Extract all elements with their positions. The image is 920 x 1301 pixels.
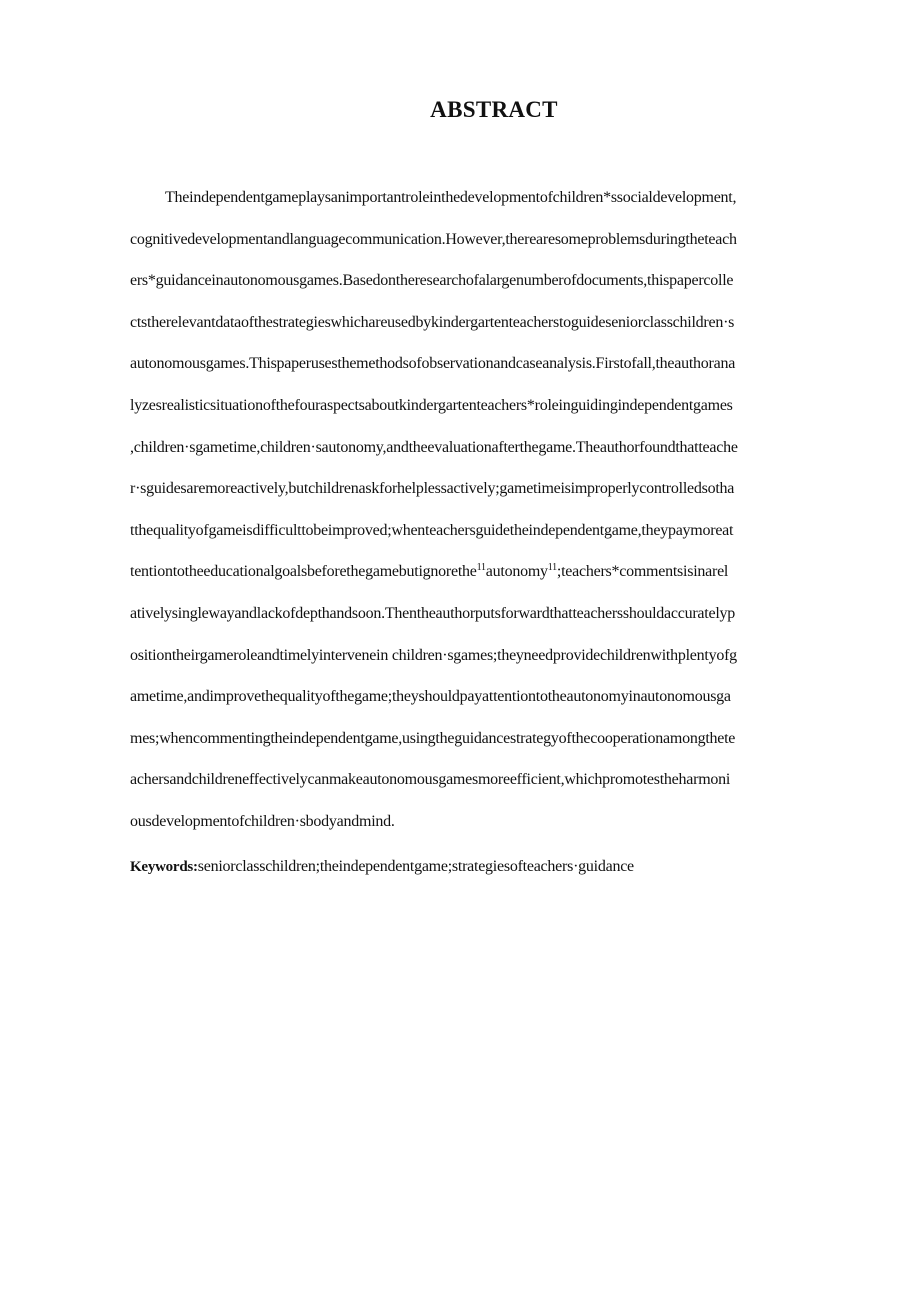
abstract-line: Theindependentgameplaysanimportantroleinthedevelopmentofchildren*ssocialdevelopment, <box>165 189 737 206</box>
superscript-note: 11 <box>476 562 486 574</box>
abstract-body <box>130 186 862 852</box>
abstract-line: ctstherelevantdataofthestrategieswhichareusedbykindergartenteacherstoguideseniorclasschildren·s <box>130 313 735 331</box>
abstract-line: cognitivedevelopmentandlanguagecommunication.However,therearesomeproblemsduringtheteach <box>130 230 737 248</box>
abstract-line: mes;whencommentingtheindependentgame,usingtheguidancestrategyofthecooperationamongthete <box>130 729 736 747</box>
abstract-line: ositiontheirgameroleandtimelyintervenein children·sgames;theyneedprovidechildrenwithplentyofg <box>130 646 737 664</box>
keywords-line <box>130 855 862 879</box>
superscript-note: 11 <box>547 562 557 574</box>
abstract-line: ametime,andimprovethequalityofthegame;theyshouldpayattentiontotheautonomyinautonomousga <box>130 688 731 706</box>
abstract-line: ativelysinglewayandlackofdepthandsoon.Thentheauthorputsforwardthatteachersshouldaccuratelyp <box>130 604 736 622</box>
abstract-line: ,children·sgametime,children·sautonomy,andtheevaluationafterthegame.Theauthorfoundthatteache <box>130 438 738 456</box>
abstract-line: achersandchildreneffectivelycanmakeautonomousgamesmoreefficient,whichpromotestheharmoni <box>130 771 731 789</box>
keywords-text: seniorclasschildren;theindependentgame;strategiesofteachers·guidance <box>197 858 634 875</box>
keywords-label: Keywords: <box>130 859 198 875</box>
abstract-line: ers*guidanceinautonomousgames.Basedontheresearchofalargenumberofdocuments,thispapercolle <box>130 272 734 290</box>
abstract-line: autonomousgames.Thispaperusesthemethodsofobservationandcaseanalysis.Firstofall,theauthorana <box>130 355 736 373</box>
abstract-line: tthequalityofgameisdifficulttobeimproved;whenteachersguidetheindependentgame,theypaymoreat <box>130 521 734 539</box>
abstract-line-with-superscripts <box>130 560 862 602</box>
abstract-line: lyzesrealisticsituationofthefouraspectsaboutkindergartenteachers*roleinguidingindependentgames <box>130 396 733 414</box>
abstract-line-segment: autonomy <box>485 563 548 581</box>
page-title: ABSTRACT <box>430 97 558 122</box>
abstract-line: ousdevelopmentofchildren·sbodyandmind. <box>130 812 395 830</box>
abstract-line: r·sguidesaremoreactively,butchildrenaskforhelplessactively;gametimeisimproperlycontrolledsotha <box>130 480 735 498</box>
abstract-line-segment: ;teachers*commentsisinarel <box>556 563 729 581</box>
abstract-line-segment: tentiontotheeducationalgoalsbeforethegamebutignorethe <box>130 563 477 581</box>
